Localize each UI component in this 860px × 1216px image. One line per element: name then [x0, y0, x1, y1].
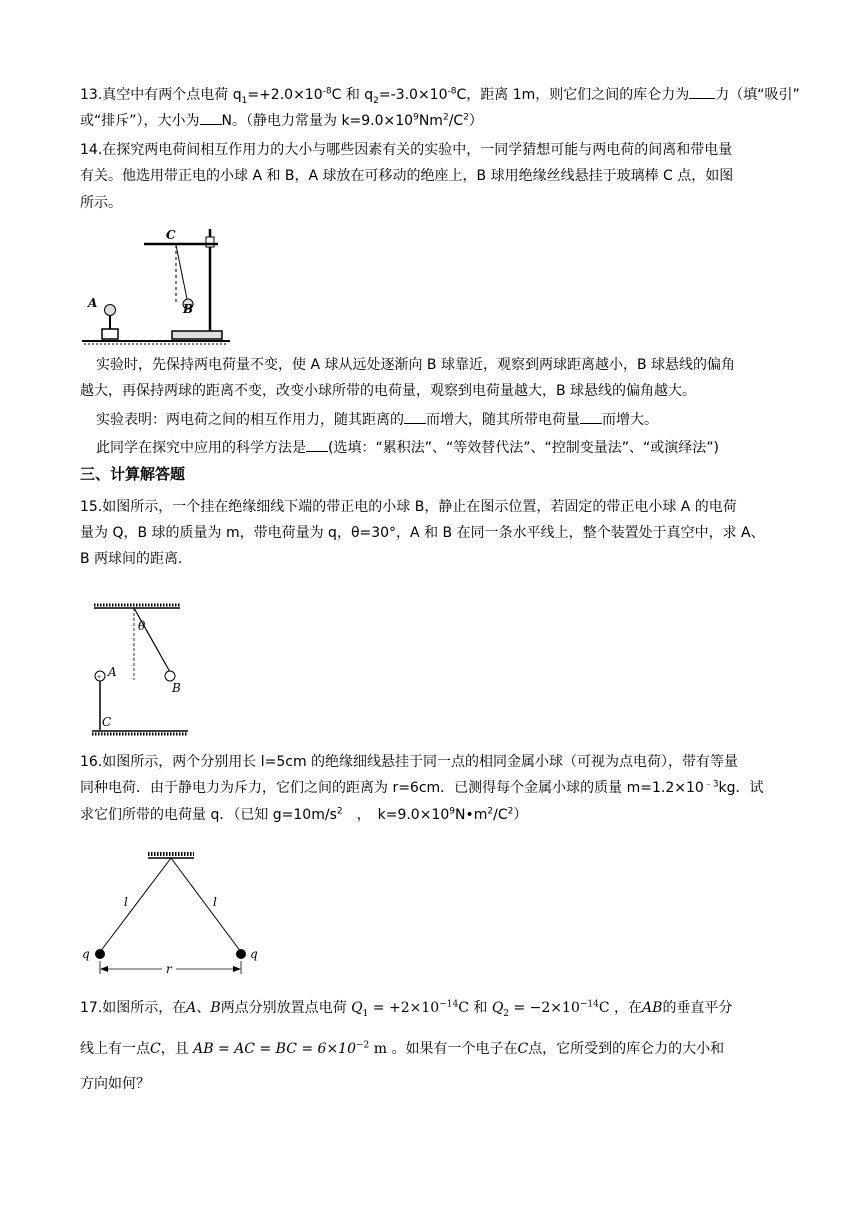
svg-text:+: + — [97, 674, 102, 681]
ceiling-hatch — [94, 605, 180, 608]
l-right-label: l — [213, 895, 217, 909]
left-thread — [100, 858, 171, 952]
q16-line-2: 同种电荷．由于静电力为斥力，它们之间的距离为 r=6cm．已测得每个金属小球的质量 $m=1.2\times 10^{﹣3}kg$．试 — [80, 779, 764, 796]
q16-line-1: 16.如图所示，两个分别用长 l=5cm 的绝缘细线悬挂于同一点的相同金属小球（可视为点电荷），带有等量 — [80, 754, 739, 770]
label-a: A — [108, 665, 117, 679]
answer-blank[interactable] — [404, 409, 426, 424]
q17-line-3: 方向如何？ — [80, 1076, 150, 1092]
section-title: 三、计算解答题 — [80, 465, 186, 483]
q-right-label: q — [250, 947, 258, 961]
insulated-stand-a — [102, 305, 118, 340]
q13-line-1: 13.真空中有两个点电荷 $q_1=+2.0\times 10^{-8}C$ 和 $q_2=-3.0\times 10^{-8}C$，距离 1m，则它们之间的库仑力为 力（填“吸引” — [80, 84, 800, 105]
q14-para-3: 实验表明：两电荷之间的相互作用力，随其距离的 而增大，随其所带电荷量 而增大。 — [96, 409, 658, 430]
l-left-label: l — [124, 895, 128, 909]
q14-para-2: 越大，再保持两球的距离不变，改变小球所带的电荷量，观察到电荷量越大，B 球悬线的偏角越大。 — [80, 383, 697, 399]
q17-line-1: 17.如图所示，在A、B两点分别放置点电荷 $Q_1 = +2\times 10^{-14}C$ 和 $Q_2 = -2\times 10^{-14}C$ ，在AB的垂直平分 — [80, 999, 733, 1019]
floor-hatch — [92, 731, 188, 734]
answer-blank[interactable] — [689, 84, 715, 99]
q15-pendulum-figure — [84, 600, 194, 740]
q14-line-3: 所示。 — [80, 195, 122, 211]
ball-b — [165, 671, 175, 681]
theta-label: θ — [138, 619, 146, 633]
label-a: A — [88, 296, 98, 310]
ceiling-hatch — [148, 854, 194, 858]
right-thread — [171, 858, 241, 952]
label-b: B — [172, 681, 181, 695]
support-stand — [144, 229, 222, 339]
thread — [134, 608, 170, 672]
r-label: r — [166, 962, 172, 976]
q-left-label: q — [82, 947, 90, 961]
q17-line-2: 线上有一点C，且 AB = AC = BC = $6\times 10^{-2}$ m 。如果有一个电子在C点，它所受到的库仑力的大小和 — [80, 1040, 725, 1057]
q14-apparatus-figure — [80, 225, 240, 345]
label-b: B — [183, 302, 194, 316]
label-c: C — [102, 715, 112, 729]
q15-line-1: 15.如图所示，一个挂在绝缘细线下端的带正电的小球 B，静止在图示位置，若固定的带正电小球 A 的电荷 — [80, 499, 737, 515]
ground-hatch — [82, 341, 230, 344]
ball-right — [236, 949, 246, 959]
q14-line-1: 14.在探究两电荷间相互作用力的大小与哪些因素有关的实验中，一同学猜想可能与两电荷的间离和带电量 — [80, 142, 733, 158]
ball-a — [105, 305, 116, 316]
answer-blank[interactable] — [306, 437, 328, 452]
q15-line-2: 量为 Q，B 球的质量为 m，带电荷量为 q，θ=30°，A 和 B 在同一条水平线上，整个装置处于真空中，求 A、 — [80, 525, 765, 541]
answer-blank[interactable] — [580, 409, 602, 424]
q16-two-pendulum-figure — [78, 848, 268, 978]
answer-blank[interactable] — [200, 110, 222, 125]
ball-left — [95, 949, 105, 959]
q15-line-3: B 两球间的距离． — [80, 551, 193, 567]
q14-para-4: 此同学在探究中应用的科学方法是 (选填：“累积法”、“等效替代法”、“控制变量法”、“或演绎法”) — [96, 437, 719, 458]
q16-line-3: 求它们所带的电荷量 q．（已知 $g=10m/s^2$ ， $k=9.0\times 10^9N•m^2/C^2$） — [80, 806, 528, 823]
q14-para-1: 实验时，先保持两电荷量不变，使 A 球从远处逐渐向 B 球靠近，观察到两球距离越小，B 球悬线的偏角 — [96, 357, 736, 373]
q13-line-2: 或“排斥”），大小为 N。（静电力常量为 $k=9.0\times 10^9Nm^2/C^2$） — [80, 110, 483, 131]
q14-line-2: 有关。他选用带正电的小球 A 和 B，A 球放在可移动的绝座上，B 球用绝缘丝线悬挂于玻璃棒 C 点，如图 — [80, 168, 734, 184]
label-c: C — [166, 228, 176, 242]
silk-thread — [176, 245, 187, 299]
